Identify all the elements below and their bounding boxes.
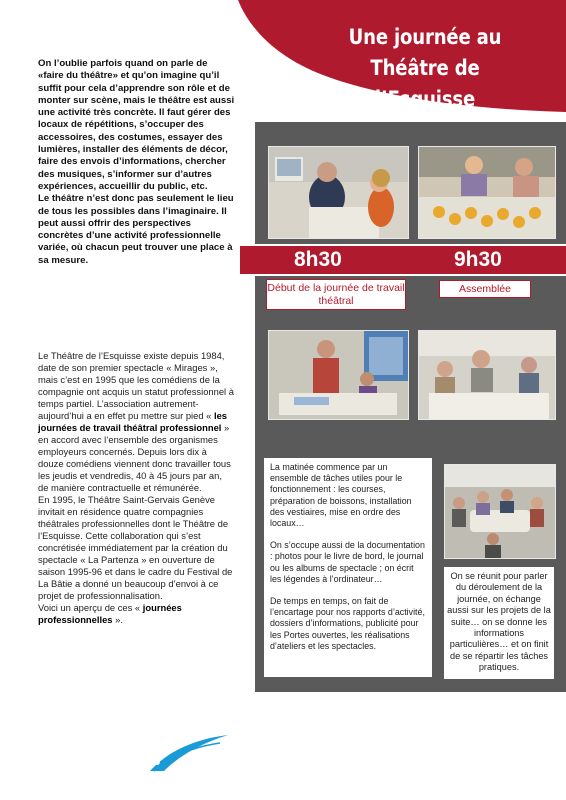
body-paragraph-3 bbox=[38, 602, 234, 626]
body-text-span: ». bbox=[112, 614, 123, 625]
textbox-assembly: On se réunit pour parler du déroulement de la journée, on échange aussi sur les projets de la suite… on se donne les informations particulières… et on finit de se répartir les tâches pratiques. bbox=[444, 567, 554, 679]
textbox-paragraph: On s’occupe aussi de la documentation : photos pour le livre de bord, le journal ou les albums de spectacle ; on écrit les légendes à l’ordinateur… bbox=[270, 540, 425, 584]
body-text-span: Voici un aperçu de ces « bbox=[38, 602, 143, 613]
time-9h30: 9h30 bbox=[454, 248, 502, 271]
page-title bbox=[318, 22, 533, 115]
textbox-paragraph: De temps en temps, on fait de l’encartage pour nos rapports d’activité, dossiers d’informations, publicité pour les Portes ouvertes, les réalisations d’ateliers et les spectacles. bbox=[270, 596, 425, 651]
page-title-line-1: Une journée au bbox=[348, 25, 502, 49]
intro-paragraph-1: On l’oublie parfois quand on parle de «faire du théâtre» et qu’on imagine qu’il suffit pour cela d’apprendre son rôle et de monter sur scène, mais le théâtre est aussi une activité très concrète. Il faut gérer des locaux de répétitions, s’occuper des accessoires, des costumes, essayer des lumières, installer des éléments de décor, faire des envois d’informations, chercher des musiques, s’informer sur d’autres expériences, accueillir du public, etc. bbox=[38, 58, 235, 192]
time-ribbon bbox=[240, 244, 566, 276]
body-text-span: » en accord avec l’ensemble des organismes employeurs concernés. Depuis lors dix à douze comédiens viennent donc travailler tous les jeudis et vendredis, 40 à 45 jours par an, de manière contractuelle et rémunérée. bbox=[38, 422, 231, 493]
body-paragraph-2: En 1995, le Théâtre Saint-Gervais Genève invitait en résidence quatre compagnies théâtrales professionnelles dont le Théâtre de l’Esquisse. Cette collaboration qui s’est concrétisée immédiatement par la création du spectacle « La Partenza » en ouverture de saison 1995-96 et dans le cadre du Festival de La Bâtie a donné un beaucoup d’envoi à ce projet de professionnalisation. bbox=[38, 494, 233, 601]
photo-paperwork-image bbox=[269, 331, 408, 419]
photo-paperwork bbox=[268, 330, 409, 420]
body-text bbox=[38, 350, 234, 626]
page-swoosh-icon bbox=[150, 733, 230, 773]
body-paragraph-1 bbox=[38, 350, 234, 494]
caption-start-of-day: Début de la journée de travail théâtral bbox=[266, 279, 406, 310]
photo-meeting-image bbox=[445, 465, 555, 558]
photo-kitchen-pastries bbox=[418, 146, 556, 239]
page-title-line-2: Théâtre de l’Esquisse bbox=[370, 56, 480, 111]
caption-assembly: Assemblée bbox=[439, 280, 531, 298]
photo-office-work bbox=[268, 146, 409, 239]
page-number: 3 bbox=[153, 753, 161, 768]
intro-text bbox=[38, 58, 235, 267]
textbox-morning-tasks bbox=[264, 458, 432, 677]
photo-office-image bbox=[269, 147, 408, 238]
body-bold-span: journées professionnelles bbox=[38, 602, 182, 625]
photo-kitchen-image bbox=[419, 147, 555, 238]
time-8h30: 8h30 bbox=[294, 248, 342, 271]
body-bold-span: les journées de travail théâtral professionnel bbox=[38, 410, 228, 433]
photo-group-meeting bbox=[444, 464, 556, 559]
body-text-span: Le Théâtre de l’Esquisse existe depuis 1984, date de son premier spectacle « Mirages », mais c’est en 1995 que les comédiens de la compagnie ont acquis un statut professionnel à temps partiel. L’association autrement-aujourd’hui a en effet pu mettre sur pied « bbox=[38, 350, 234, 421]
intro-paragraph-2: Le théâtre n’est donc pas seulement le lieu de tous les possibles dans l’imaginaire. Il peut aussi offrir des perspectives concrètes d’une activité professionnelle variée, où chacun peut trouver une place à sa mesure. bbox=[38, 193, 234, 266]
textbox-paragraph: La matinée commence par un ensemble de tâches utiles pour le fonctionnement : les courses, préparation de boissons, installation des vestiaires, mise en ordre des locaux… bbox=[270, 462, 412, 529]
photo-table-image bbox=[419, 331, 555, 419]
photo-table-group bbox=[418, 330, 556, 420]
